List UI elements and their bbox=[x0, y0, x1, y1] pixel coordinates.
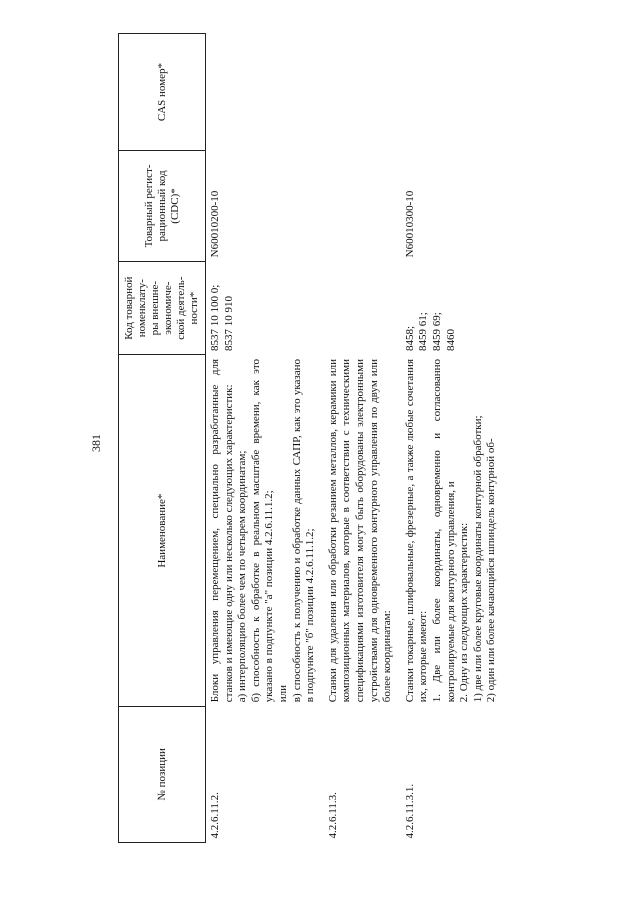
item-subclause: б) способность к обработке в реальном масштабе времени, как это указано в подпункте "а" позиции 4.2.6.11.1.2; bbox=[249, 358, 276, 703]
item-subclause: 2. Одну из следующих характеристик: bbox=[458, 522, 471, 703]
header-cas: CAS номер* bbox=[119, 34, 206, 151]
table-row bbox=[206, 34, 324, 843]
header-name: Наименование* bbox=[119, 355, 206, 706]
header-code-line: ской деятель- bbox=[175, 276, 187, 340]
item-codes bbox=[324, 261, 401, 355]
position-number: 4.2.6.11.3. bbox=[326, 792, 339, 839]
code-value: 8537 10 910 bbox=[222, 295, 235, 351]
header-cdc-line: рационный код bbox=[155, 170, 168, 242]
item-text: Блоки управления перемещением, специально разработанные для станков и имеющие одну или несколько следующих характеристик: bbox=[209, 358, 235, 703]
header-code-line: номенклату- bbox=[136, 279, 148, 338]
header-code-line: Код товарной bbox=[123, 276, 135, 340]
item-subclause: 1) две или более круговые координаты контурной обработки; bbox=[471, 415, 484, 703]
position-number: 4.2.6.11.3.1. bbox=[403, 783, 416, 839]
item-name bbox=[206, 355, 324, 706]
cas-value bbox=[401, 34, 505, 151]
header-code-line: экономиче- bbox=[162, 281, 174, 335]
item-subclause: или bbox=[276, 684, 289, 703]
position-number: 4.2.6.11.2. bbox=[209, 792, 221, 839]
item-codes bbox=[401, 261, 505, 355]
item-name bbox=[401, 355, 505, 706]
item-name bbox=[324, 355, 401, 706]
goods-table bbox=[118, 33, 505, 843]
item-subclause: 1. Две или более координаты, одновременно и согласованно контролируемые для контурного управления, и bbox=[430, 358, 457, 703]
cdc-value bbox=[324, 151, 401, 262]
header-cdc bbox=[119, 151, 206, 262]
code-value: 8460 bbox=[444, 328, 457, 351]
code-value: 8459 61; bbox=[417, 312, 430, 351]
code-value: 8537 10 100 0; bbox=[209, 284, 221, 351]
cdc-value: N60010200-10 bbox=[209, 190, 221, 258]
item-codes bbox=[206, 261, 324, 355]
header-code-line: ности* bbox=[188, 291, 200, 325]
page-number: 381 bbox=[89, 434, 103, 452]
cdc-value: N60010300-10 bbox=[403, 190, 416, 258]
table-row bbox=[324, 34, 401, 843]
cas-value bbox=[206, 34, 324, 151]
rotated-table-area bbox=[60, 33, 580, 853]
code-value: 8459 69; bbox=[430, 312, 443, 351]
header-code bbox=[119, 261, 206, 355]
item-text: Станки для удаления или обработки резанием металлов, керамики или композиционных материалов, которые в соответствии с техническими спецификациями изготовителя могут быть оборудованы электронными устройствами для одновременного контурного управления по двум или более координатам: bbox=[326, 358, 394, 703]
header-code-line: ры внешне- bbox=[149, 280, 161, 336]
cas-value bbox=[324, 34, 401, 151]
code-value: 8458; bbox=[403, 325, 416, 351]
item-subclause: 2) один или более качающийся шпиндель контурной об- bbox=[485, 438, 498, 703]
header-position: № позиции bbox=[119, 706, 206, 842]
table-row bbox=[401, 34, 505, 843]
item-subclause: в) способность к получению и обработке данных САПР, как это указано в подпункте "б" позиции 4.2.6.11.1.2; bbox=[290, 358, 317, 703]
header-cdc-line: Товарный регист- bbox=[142, 164, 155, 248]
item-text: Станки токарные, шлифовальные, фрезерные, а также любые сочетания их, которые имеют: bbox=[403, 358, 430, 703]
table-header-row bbox=[119, 34, 206, 843]
header-cdc-line: (CDC)* bbox=[168, 188, 181, 224]
item-subclause: а) интерполяцию более чем по четырем координатам; bbox=[236, 450, 249, 703]
